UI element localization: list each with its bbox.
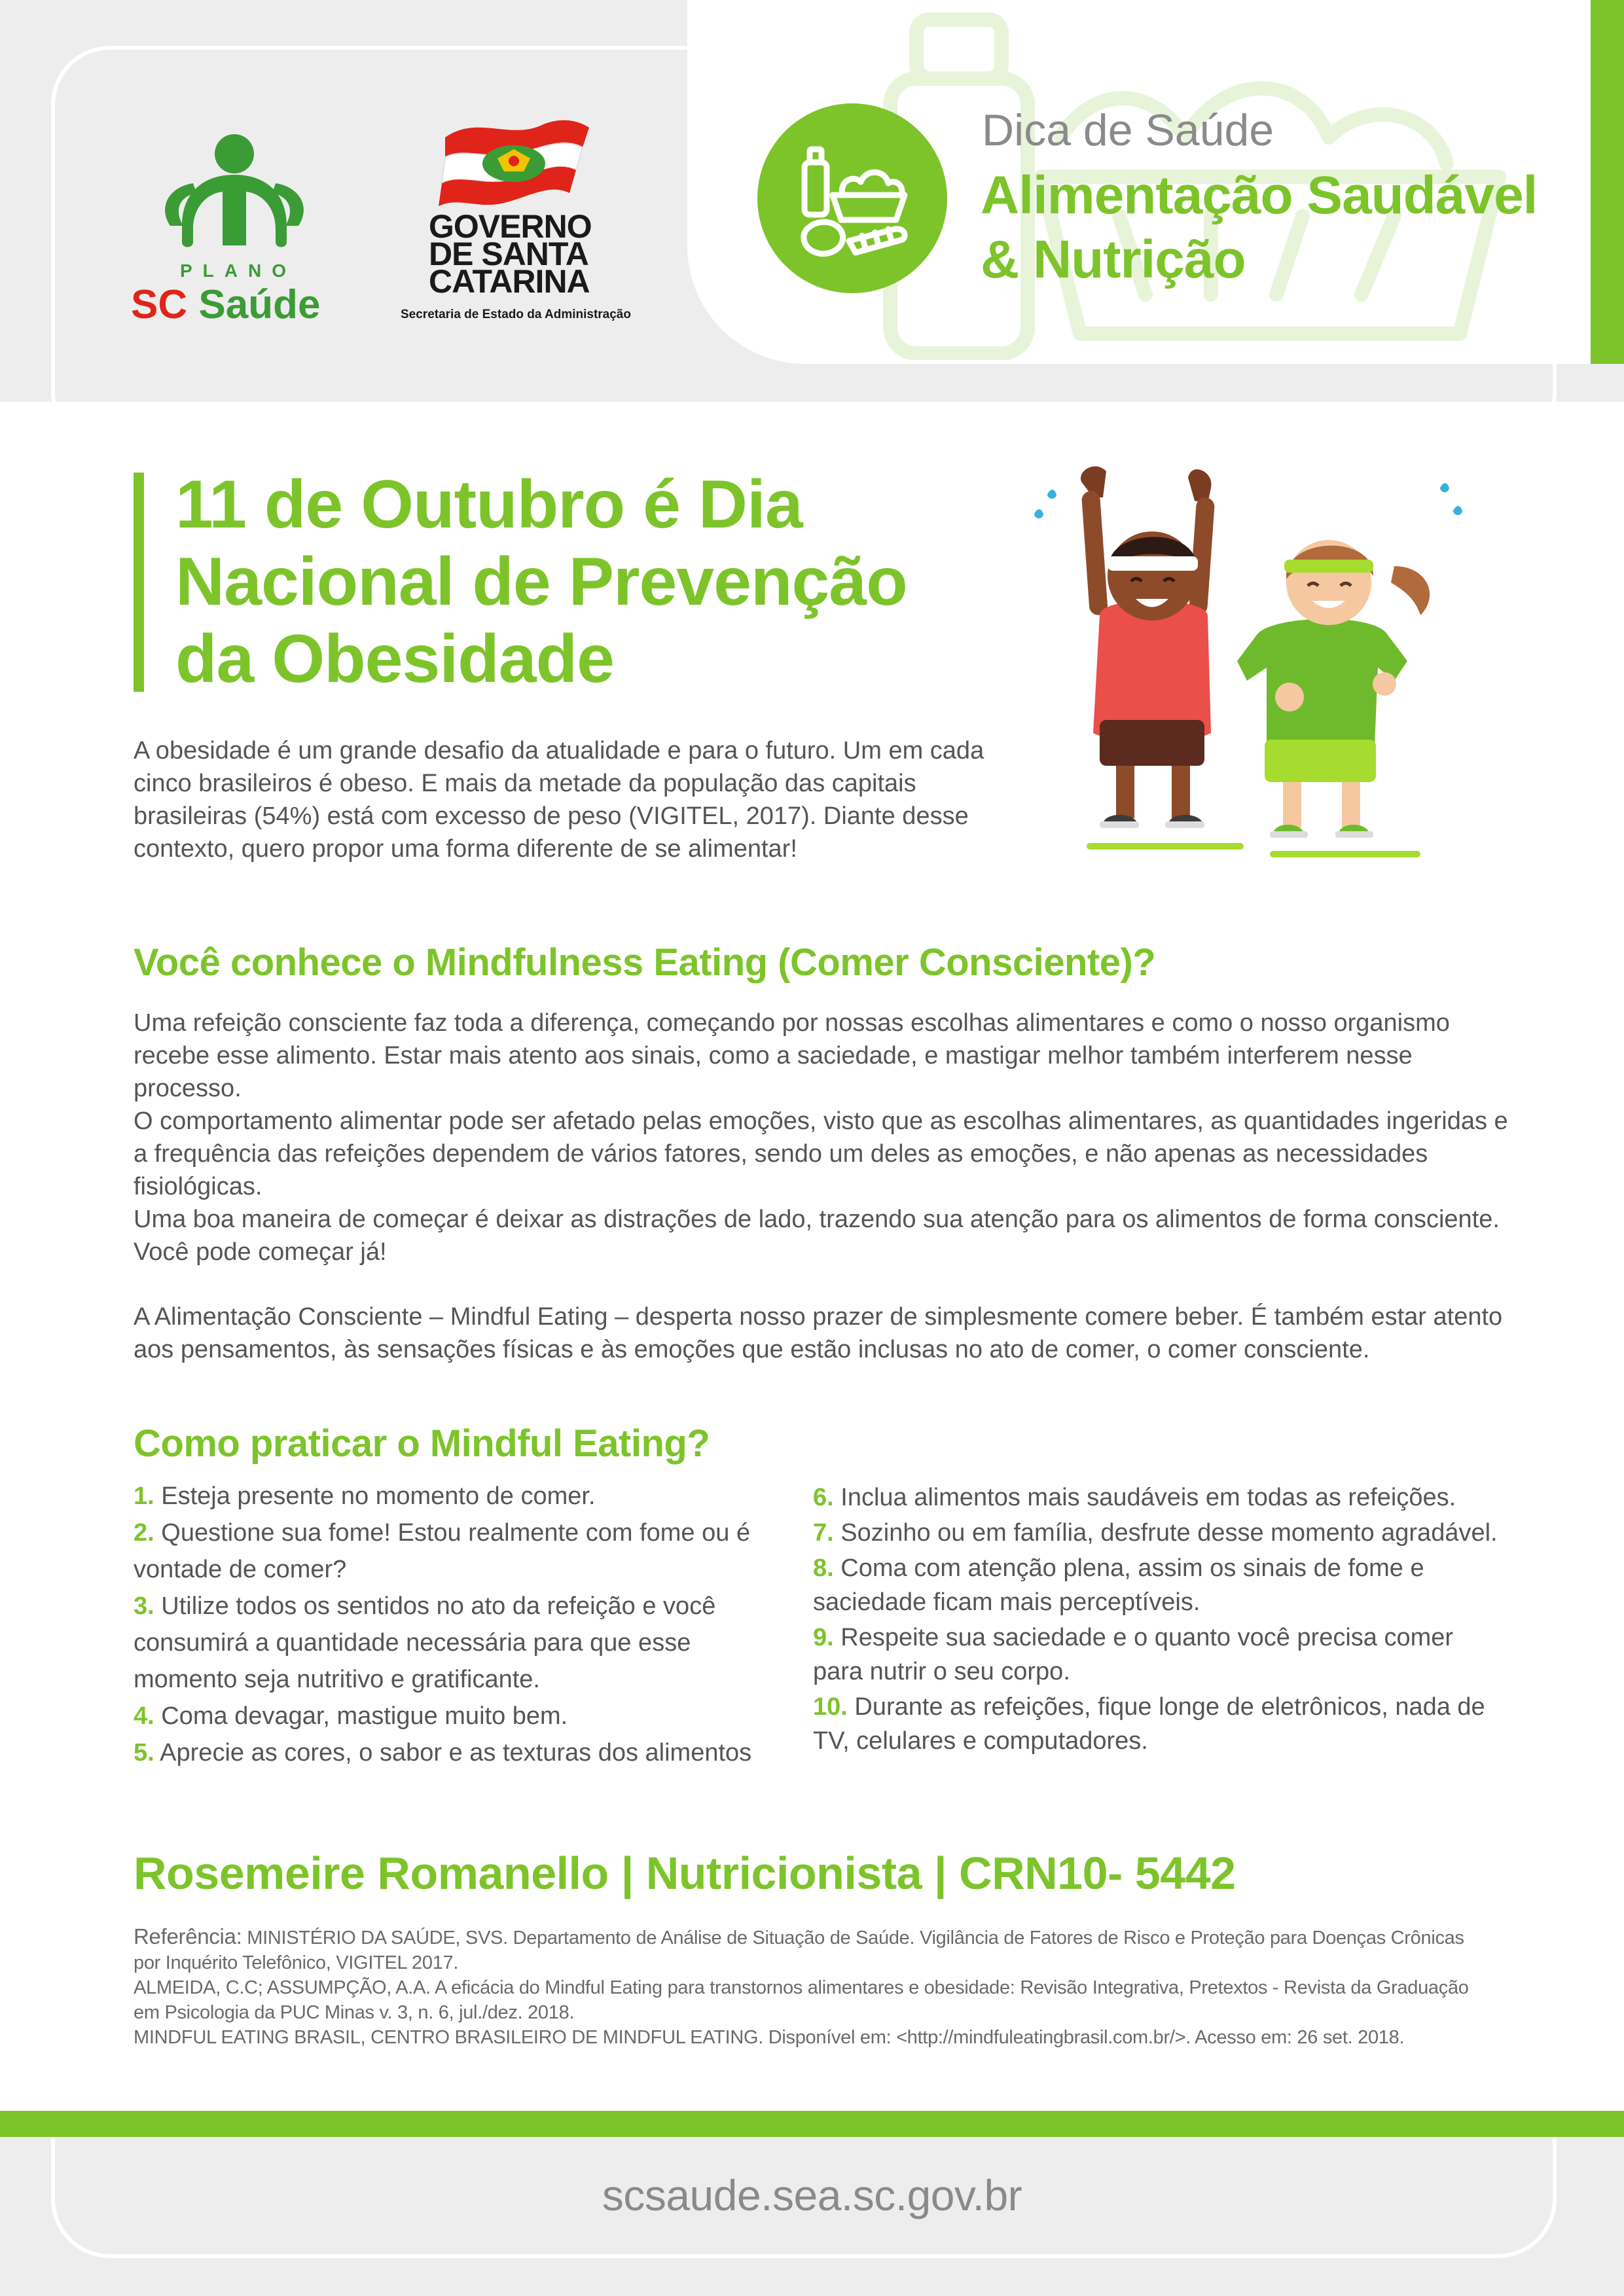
title-accent-bar — [134, 473, 144, 692]
paragraph: O comportamento alimentar pode ser afetado pelas emoções, visto que as escolhas alimentares, as quantidades ingeridas e a frequência das refeições dependem de vários fatores, sendo um deles as emoções, e não apenas as necessidades fisiológicas. — [134, 1107, 1508, 1200]
gov-subtitle: Secretaria de Estado da Administração — [401, 308, 631, 321]
governo-sc-wordmark — [429, 208, 592, 300]
list-item: 10. Durante as refeições, fique longe de eletrônicos, nada de TV, celulares e computadores. — [813, 1693, 1485, 1755]
header-accent-bar — [1591, 0, 1624, 364]
paragraph: Uma refeição consciente faz toda a diferença, começando por nossas escolhas alimentares e como o nosso organismo recebe esse alimento. Estar mais atento aos sinais, como a saciedade, e mastigar melhor também interferem nesse processo. — [134, 1009, 1450, 1102]
title-line-1: 11 de Outubro é Dia — [175, 467, 803, 543]
list-item: 6. Inclua alimentos mais saudáveis em todas as refeições. — [813, 1484, 1456, 1511]
list-item: 2. Questione sua fome! Estou realmente com fome ou é vontade de comer? — [134, 1519, 751, 1583]
intro-paragraph: A obesidade é um grande desafio da atualidade e para o futuro. Um em cada cinco brasileiros é obeso. E mais da metade da população das capitais brasileiras (54%) está com excesso de peso (VIGITEL, 2017). Diante desse contexto, quero propor uma forma diferente de se alimentar! — [134, 737, 984, 863]
list-item: 3. Utilize todos os sentidos no ato da refeição e você consumirá a quantidade necessária para que esse momento seja nutritivo e gratificante. — [134, 1592, 716, 1693]
list-item: 8. Coma com atenção plena, assim os sinais de fome e saciedade ficam mais perceptíveis. — [813, 1554, 1424, 1616]
tip-kicker: Dica de Saúde — [982, 105, 1274, 155]
page-title — [175, 466, 994, 698]
section-heading-mindfulness: Você conhece o Mindfulness Eating (Comer Consciente)? — [134, 941, 1156, 984]
reference-item: Referência: MINISTÉRIO DA SAÚDE, SVS. Departamento de Análise de Situação de Saúde. Vigilância de Fatores de Risco e Proteção para Doenças Crônicas por Inquérito Telefônico, VIGITEL 2017. — [134, 1924, 1464, 1973]
plano-brand — [131, 281, 347, 328]
santa-catarina-flag-emblem — [432, 118, 596, 209]
tip-title-line-2: & Nutrição — [981, 230, 1246, 289]
girl-figure — [1237, 540, 1430, 838]
tip-title — [981, 164, 1537, 292]
section-heading-how-to-practice: Como praticar o Mindful Eating? — [134, 1422, 710, 1465]
brand-sc: SC — [131, 282, 188, 327]
reference-item: MINDFUL EATING BRASIL, CENTRO BRASILEIRO DE MINDFUL EATING. Disponível em: <http://mindfuleatingbrasil.com.br/>. Acesso em: 26 set. 2018. — [134, 2027, 1405, 2048]
gov-line-3: CATARINA — [429, 263, 590, 300]
tip-badge — [757, 103, 947, 293]
exercising-kids-illustration — [1021, 452, 1479, 910]
title-line-2: Nacional de Prevenção — [175, 544, 907, 620]
author-credit: Rosemeire Romanello | Nutricionista | CRN10- 5442 — [134, 1848, 1236, 1899]
paragraph: Uma boa maneira de começar é deixar as distrações de lado, trazendo sua atenção para os alimentos de forma consciente. Você pode começar já! — [134, 1206, 1500, 1266]
footer-frame — [51, 2042, 1557, 2258]
references — [134, 1924, 1495, 2050]
tip-title-line-1: Alimentação Saudável — [981, 166, 1538, 225]
section-mindful-eating-body — [134, 1300, 1508, 1366]
paragraph: A Alimentação Consciente – Mindful Eating – desperta nosso prazer de simplesmente comere beber. É também estar atento aos pensamentos, às sensações físicas e às emoções que estão inclusas no ato de comer, o comer consciente. — [134, 1303, 1503, 1363]
title-line-3: da Obesidade — [175, 621, 614, 697]
gov-line-1: GOVERNO — [429, 208, 592, 245]
list-item: 1. Esteja presente no momento de comer. — [134, 1482, 596, 1510]
plano-word: PLANO — [180, 260, 297, 281]
boy-figure — [1081, 467, 1215, 828]
website-url[interactable]: scsaude.sea.sc.gov.br — [602, 2171, 1022, 2219]
steps-list-left — [134, 1478, 788, 1771]
gov-line-2: DE SANTA — [429, 236, 588, 272]
brand-saude: Saúde — [198, 282, 321, 327]
list-item: 7. Sozinho ou em família, desfrute desse momento agradável. — [813, 1519, 1498, 1547]
list-item: 5. Aprecie as cores, o sabor e as texturas dos alimentos — [134, 1739, 752, 1767]
list-item: 4. Coma devagar, mastigue muito bem. — [134, 1702, 568, 1730]
reference-item: ALMEIDA, C.C; ASSUMPÇÃO, A.A. A eficácia do Mindful Eating para transtornos alimentares e obesidade: Revisão Integrativa, Pretextos - Revista da Graduação em Psicologia da PUC Minas v. 3, n. 6, jul./dez. 2018. — [134, 1977, 1469, 2023]
section-mindfulness-body — [134, 1007, 1508, 1268]
list-item: 9. Respeite sua saciedade e o quanto você precisa comer para nutrir o seu corpo. — [813, 1624, 1454, 1685]
references-label: Referência: — [134, 1924, 242, 1948]
footer-accent-bar — [0, 2111, 1624, 2137]
steps-list-right — [813, 1480, 1500, 1759]
vegetables-icon — [757, 103, 947, 293]
